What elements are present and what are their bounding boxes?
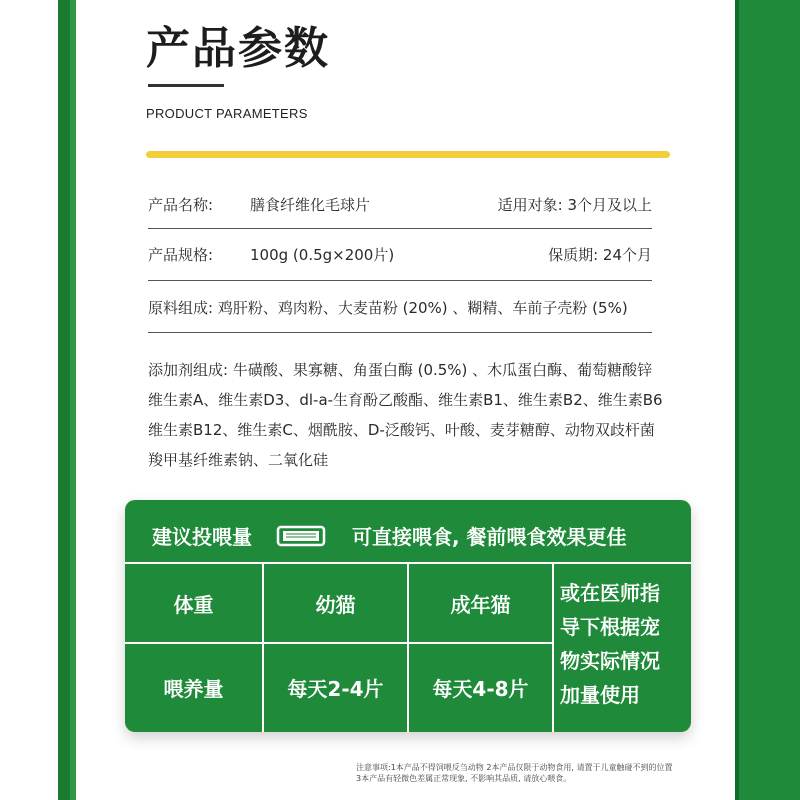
page-subtitle: PRODUCT PARAMETERS [146, 106, 308, 121]
ingredients-text: 原料组成: 鸡肝粉、鸡肉粉、大麦苗粉 (20%) 、糊精、车前子壳粉 (5%) [148, 299, 628, 317]
header-weight: 体重 [173, 592, 214, 617]
food-tray-icon [276, 525, 326, 549]
page-title: 产品参数 [146, 23, 330, 74]
spec-label: 产品规格: [148, 246, 214, 264]
yellow-divider [146, 151, 670, 158]
product-name-value: 膳食纤维化毛球片 [250, 196, 371, 214]
feeding-heading: 建议投喂量 [152, 525, 252, 549]
spec-value: 100g (0.5g×200片) [250, 246, 395, 264]
row-divider [148, 228, 652, 229]
vet-guidance-note: 或在医师指 导下根据宠 物实际情况 加量使用 [560, 581, 660, 707]
additives-text: 添加剂组成: 牛磺酸、果寡糖、角蛋白酶 (0.5%) 、木瓜蛋白酶、葡萄糖酸锌 维生素A、维生素D3、dl-a-生育酚乙酸酯、维生素B1、维生素B2、维生素B6 维生素B12、维生素C、烟酰胺、D-泛酸钙、叶酸、麦芽糖醇、动物双歧杆菌 羧甲基纤维素钠、二氧化硅 [148, 361, 663, 469]
shelf-life: 保质期: 24个月 [548, 246, 652, 264]
title-underline [148, 84, 224, 87]
row-divider [148, 332, 652, 333]
target-audience: 适用对象: 3个月及以上 [497, 196, 652, 214]
grid-line [552, 562, 554, 732]
kitten-amount: 每天2-4片 [287, 676, 384, 701]
product-name-label: 产品名称: [148, 196, 214, 214]
footnote: 注意事项:1本产品不得饲喂反刍动物 2本产品仅限于动物食用, 请置于儿童触碰不到的位置 3本产品有轻微色差属正常现象, 不影响其品质, 请放心喂食。 [356, 763, 673, 783]
left-green-border [58, 0, 70, 800]
header-adult-cat: 成年猫 [450, 592, 511, 617]
header-kitten: 幼猫 [315, 592, 356, 617]
adult-amount: 每天4-8片 [432, 676, 529, 701]
row-divider [148, 280, 652, 281]
right-green-border [735, 0, 800, 800]
feeding-tip: 可直接喂食, 餐前喂食效果更佳 [352, 525, 627, 549]
row-feeding-amount: 喂养量 [163, 676, 224, 701]
right-green-border-edge [735, 0, 739, 800]
